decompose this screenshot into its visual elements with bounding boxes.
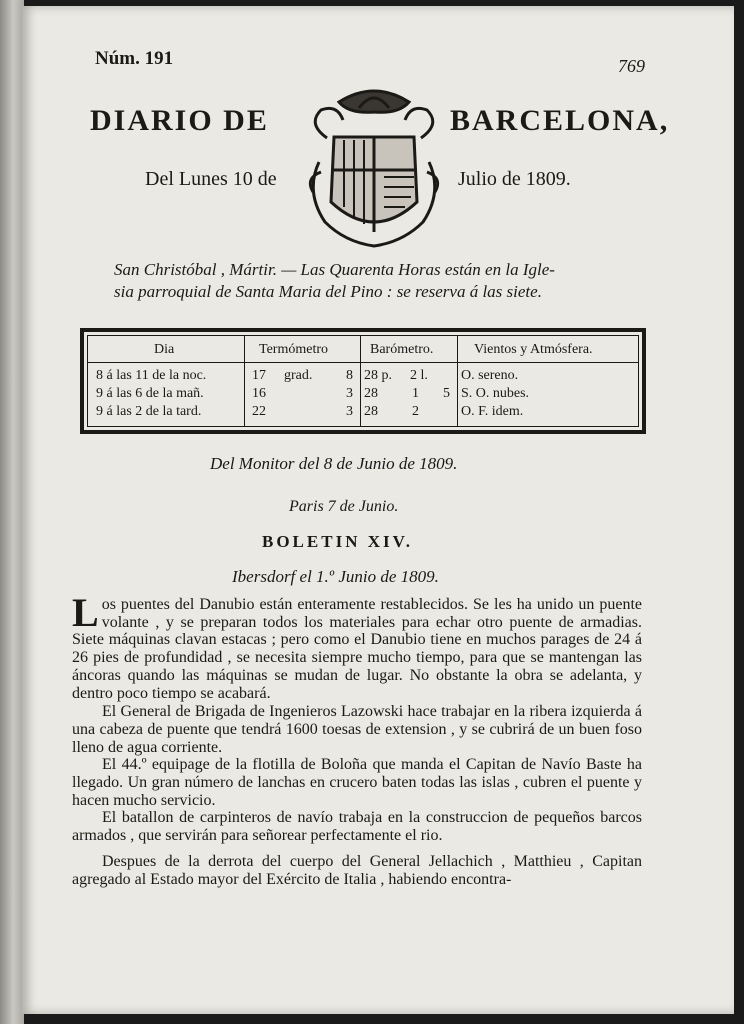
source-line: Del Monitor del 8 de Junio de 1809.: [210, 454, 458, 473]
cell-baro-frac-2: 5: [443, 386, 450, 401]
cell-wind-2: S. O. nubes.: [461, 386, 530, 401]
masthead-right: BARCELONA,: [450, 104, 670, 137]
paragraph-5: Despues de la derrota del cuerpo del General Jellachich , Matthieu , Capitan agregado al Estado mayor del Exército de Italia , habiendo encontra-: [72, 852, 642, 888]
cell-baro-lines-1: 2 l.: [410, 368, 428, 383]
paragraph-4: El batallon de carpinteros de navío trabaja en la construccion de pequeños barcos armados , que servirán para señorear perfectamente el rio.: [72, 809, 642, 845]
th-dia: Dia: [154, 342, 175, 357]
paragraph-2: El General de Brigada de Ingenieros Lazowski hace trabajar en la ribera izquierda á una cabeza de puente que tendrá 1600 toesas de extension , y se cubrirá de un buen foso lleno de agua corriente.: [72, 703, 642, 756]
cell-temp-frac-1: 8: [346, 368, 353, 383]
cell-temp-1: 17: [252, 368, 266, 383]
date-right: Julio de 1809.: [458, 168, 571, 190]
paragraph-3: El 44.º equipage de la flotilla de Boloña que manda el Capitan de Navío Baste ha llegado. Un gran número de lanchas en crucero baten todas las islas , cubren el puente y hacen mucho servicio.: [72, 756, 642, 809]
article-body: [72, 590, 642, 888]
cell-baro-lines-2: 1: [412, 386, 419, 401]
cell-baro-1: 28 p.: [364, 368, 392, 383]
paragraph-1-text: os puentes del Danubio están enteramente restablecidos. Se les ha unido un puente volante , y se preparan todos los materiales para echar otro puente de armadias. Siete máquinas clavan estacas ; pero como el Danubio tiene en muchos parages de 24 á 26 pies de profundidad , se necesita siempre mucho tiempo, para que se mantengan las áncoras quando las máquinas se mudan de lugar. No obstante la obra se adelanta, y dentro poco tiempo se acabará.: [72, 596, 642, 702]
coat-of-arms-crest-icon: [299, 82, 449, 250]
paragraph-1: [72, 590, 642, 702]
cell-temp-2: 16: [252, 386, 266, 401]
cell-dia-1: 8 á las 11 de la noc.: [96, 368, 207, 383]
th-termometro: Termómetro: [259, 342, 328, 357]
saint-line-1: San Christóbal , Mártir. — Las Quarenta Horas están en la Igle-: [114, 260, 555, 279]
cell-temp-unit-1: grad.: [284, 368, 313, 383]
date-left: Del Lunes 10 de: [145, 168, 277, 190]
place-dateline: Ibersdorf el 1.º Junio de 1809.: [232, 567, 439, 586]
bulletin-title: BOLETIN XIV.: [262, 532, 413, 551]
saint-line-2: sia parroquial de Santa Maria del Pino : se reserva á las siete.: [114, 282, 542, 301]
cell-baro-lines-3: 2: [412, 404, 419, 419]
cell-baro-2: 28: [364, 386, 378, 401]
cell-temp-frac-2: 3: [346, 386, 353, 401]
paris-dateline: Paris 7 de Junio.: [289, 498, 399, 515]
drop-cap: L: [72, 590, 99, 635]
th-barometro: Barómetro.: [370, 342, 434, 357]
cell-temp-frac-3: 3: [346, 404, 353, 419]
issue-number: Núm. 191: [95, 48, 174, 69]
cell-wind-3: O. F. idem.: [461, 404, 524, 419]
cell-dia-2: 9 á las 6 de la mañ.: [96, 386, 204, 401]
th-vientos: Vientos y Atmósfera.: [474, 342, 593, 357]
weather-table: [80, 328, 646, 434]
cell-baro-3: 28: [364, 404, 378, 419]
book-spine-edge: [0, 0, 24, 1024]
masthead-left: DIARIO DE: [90, 104, 269, 137]
cell-wind-1: O. sereno.: [461, 368, 519, 383]
cell-dia-3: 9 á las 2 de la tard.: [96, 404, 202, 419]
saint-notice: [114, 259, 654, 303]
newspaper-page: [22, 6, 734, 1014]
page-number: 769: [618, 56, 645, 76]
cell-temp-3: 22: [252, 404, 266, 419]
